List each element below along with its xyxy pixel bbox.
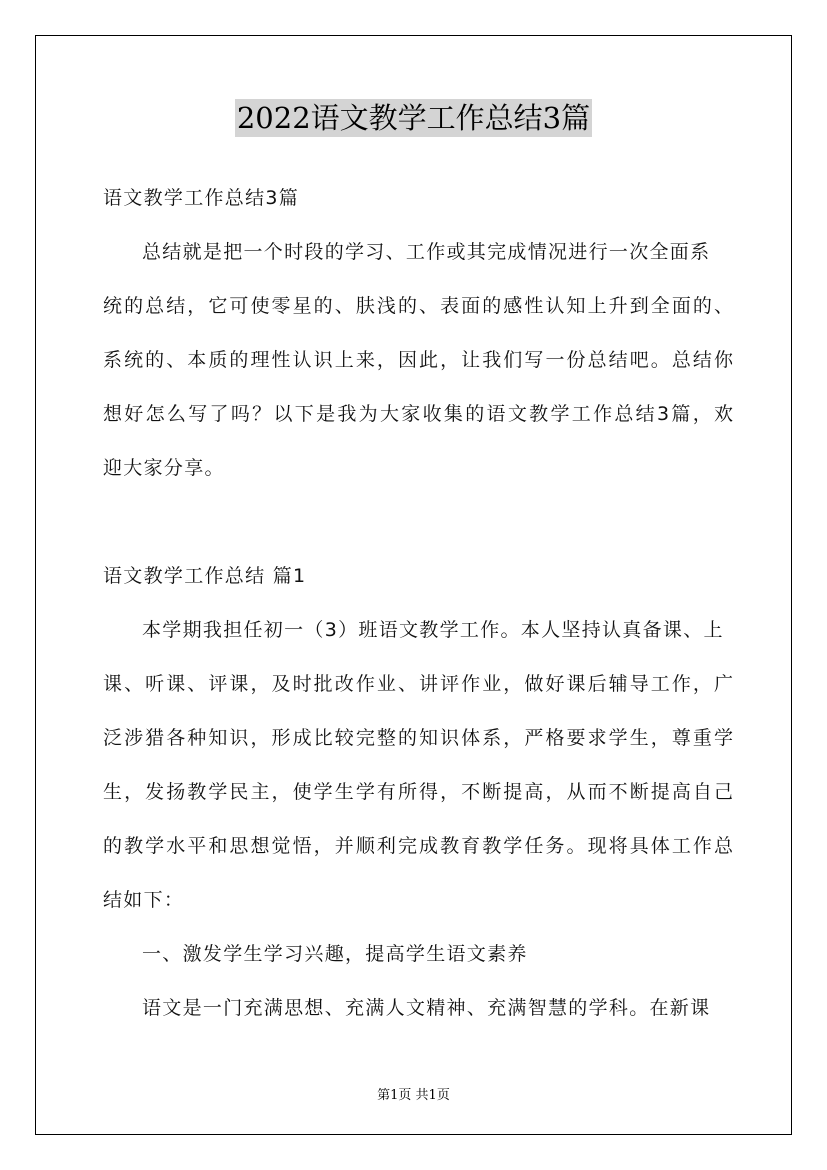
body-line: 课、听课、评课，及时批改作业、讲评作业，做好课后辅导工作，广 bbox=[103, 673, 733, 695]
body-line: 的教学水平和思想觉悟，并顺利完成教育教学任务。现将具体工作总 bbox=[103, 835, 733, 857]
body-line: 结如下： bbox=[103, 889, 185, 911]
intro-line: 想好怎么写了吗？以下是我为大家收集的语文教学工作总结3篇，欢 bbox=[103, 403, 733, 425]
intro-line: 统的总结，它可使零星的、肤浅的、表面的感性认知上升到全面的、 bbox=[103, 295, 733, 317]
body-line: 生，发扬教学民主，使学生学有所得，不断提高，从而不断提高自己 bbox=[103, 781, 733, 803]
section-heading: 语文教学工作总结 篇1 bbox=[103, 565, 307, 587]
point-heading: 一、激发学生学习兴趣，提高学生语文素养 bbox=[142, 943, 528, 965]
body-line: 本学期我担任初一（3）班语文教学工作。本人坚持认真备课、上 bbox=[142, 619, 724, 641]
document-title bbox=[0, 96, 827, 137]
document-title-text: 2022语文教学工作总结3篇 bbox=[236, 101, 591, 135]
page-footer: 第1页 共1页 bbox=[377, 1088, 450, 1103]
body-line: 语文是一门充满思想、充满人文精神、充满智慧的学科。在新课 bbox=[142, 997, 711, 1019]
intro-line: 总结就是把一个时段的学习、工作或其完成情况进行一次全面系 bbox=[142, 241, 711, 263]
subtitle: 语文教学工作总结3篇 bbox=[103, 187, 300, 209]
intro-line: 迎大家分享。 bbox=[103, 457, 225, 479]
intro-line: 系统的、本质的理性认识上来，因此，让我们写一份总结吧。总结你 bbox=[103, 349, 733, 371]
body-line: 泛涉猎各种知识，形成比较完整的知识体系，严格要求学生，尊重学 bbox=[103, 727, 733, 749]
